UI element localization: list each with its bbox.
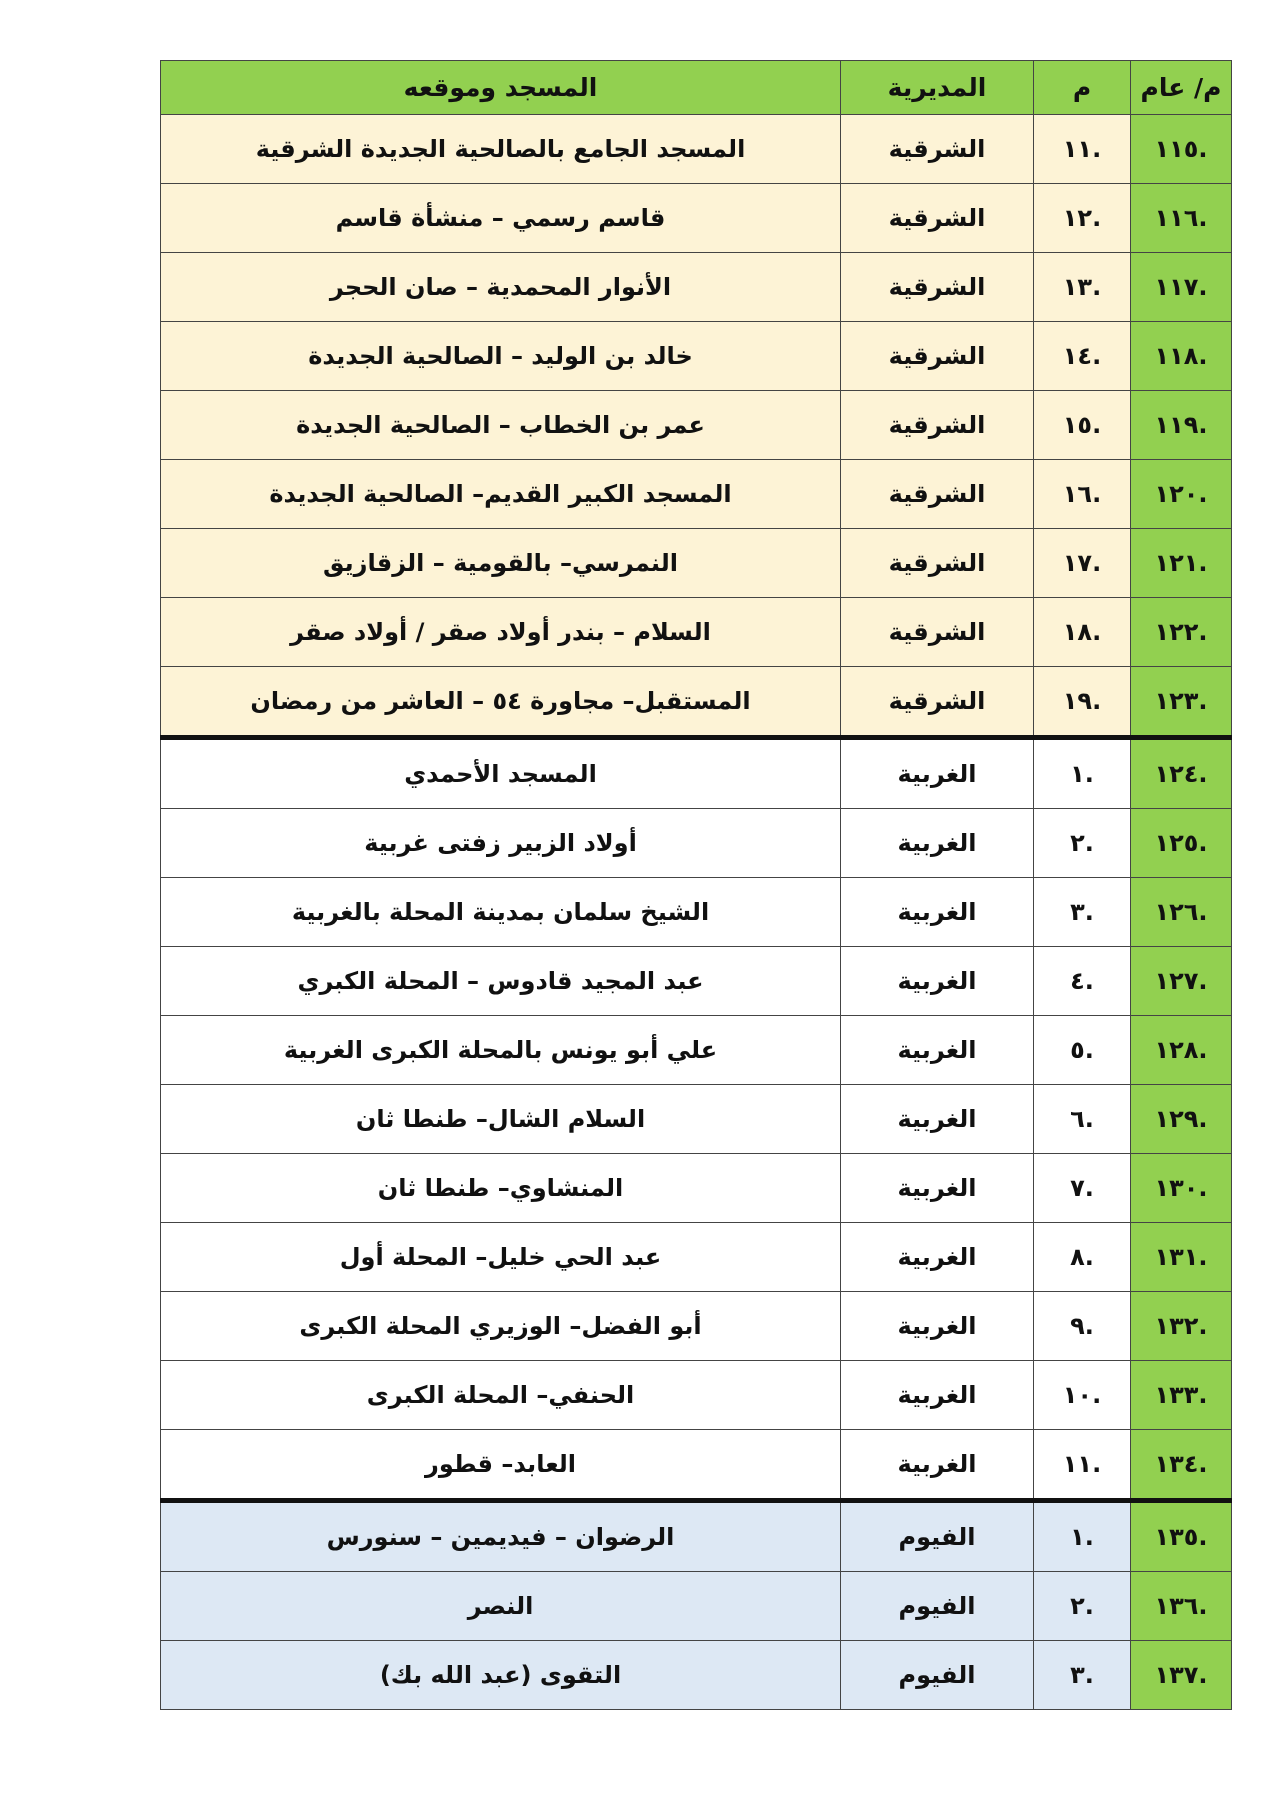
cell-general-number: .١٢٧ — [1131, 947, 1232, 1016]
table-row — [161, 1223, 1232, 1292]
cell-governorate: الشرقية — [841, 322, 1034, 391]
table-row — [161, 184, 1232, 253]
table-body — [161, 115, 1232, 1710]
cell-number: .١٧ — [1034, 529, 1131, 598]
cell-mosque-location: أبو الفضل– الوزيري المحلة الكبرى — [161, 1292, 841, 1361]
table-row — [161, 1361, 1232, 1430]
table-row — [161, 460, 1232, 529]
cell-general-number: .١١٥ — [1131, 115, 1232, 184]
cell-number: .١٢ — [1034, 184, 1131, 253]
cell-general-number: .١٢٩ — [1131, 1085, 1232, 1154]
cell-general-number: .١٣١ — [1131, 1223, 1232, 1292]
cell-mosque-location: المسجد الكبير القديم– الصالحية الجديدة — [161, 460, 841, 529]
table-row — [161, 1085, 1232, 1154]
cell-general-number: .١١٨ — [1131, 322, 1232, 391]
cell-mosque-location: قاسم رسمي – منشأة قاسم — [161, 184, 841, 253]
cell-number: .٧ — [1034, 1154, 1131, 1223]
cell-number: .١٤ — [1034, 322, 1131, 391]
table-row — [161, 1016, 1232, 1085]
cell-mosque-location: الأنوار المحمدية – صان الحجر — [161, 253, 841, 322]
cell-governorate: الغربية — [841, 1292, 1034, 1361]
cell-general-number: .١١٦ — [1131, 184, 1232, 253]
cell-mosque-location: أولاد الزبير زفتى غربية — [161, 809, 841, 878]
cell-mosque-location: السلام الشال– طنطا ثان — [161, 1085, 841, 1154]
cell-governorate: الشرقية — [841, 529, 1034, 598]
cell-general-number: .١٢١ — [1131, 529, 1232, 598]
cell-governorate: الغربية — [841, 809, 1034, 878]
cell-mosque-location: النصر — [161, 1572, 841, 1641]
cell-general-number: .١٢٨ — [1131, 1016, 1232, 1085]
cell-general-number: .١٣٠ — [1131, 1154, 1232, 1223]
cell-mosque-location: المستقبل– مجاورة ٥٤ – العاشر من رمضان — [161, 667, 841, 738]
table-row — [161, 1501, 1232, 1572]
cell-general-number: .١٢٢ — [1131, 598, 1232, 667]
cell-governorate: الشرقية — [841, 598, 1034, 667]
cell-governorate: الغربية — [841, 878, 1034, 947]
cell-general-number: .١٢٣ — [1131, 667, 1232, 738]
cell-general-number: .١٣٥ — [1131, 1501, 1232, 1572]
table-row — [161, 115, 1232, 184]
cell-number: .٦ — [1034, 1085, 1131, 1154]
cell-number: .١٥ — [1034, 391, 1131, 460]
cell-governorate: الشرقية — [841, 391, 1034, 460]
mosques-table — [160, 60, 1232, 1710]
cell-general-number: .١٣٦ — [1131, 1572, 1232, 1641]
cell-governorate: الغربية — [841, 1223, 1034, 1292]
cell-general-number: .١٢٠ — [1131, 460, 1232, 529]
cell-number: .١ — [1034, 738, 1131, 809]
cell-mosque-location: السلام – بندر أولاد صقر / أولاد صقر — [161, 598, 841, 667]
cell-general-number: .١٣٤ — [1131, 1430, 1232, 1501]
cell-mosque-location: الشيخ سلمان بمدينة المحلة بالغربية — [161, 878, 841, 947]
header-governorate: المديرية — [841, 61, 1034, 115]
cell-number: .١٠ — [1034, 1361, 1131, 1430]
table-row — [161, 667, 1232, 738]
cell-governorate: الغربية — [841, 1430, 1034, 1501]
cell-mosque-location: المنشاوي– طنطا ثان — [161, 1154, 841, 1223]
table-row — [161, 1430, 1232, 1501]
cell-mosque-location: المسجد الأحمدي — [161, 738, 841, 809]
cell-governorate: الفيوم — [841, 1501, 1034, 1572]
cell-governorate: الغربية — [841, 1361, 1034, 1430]
cell-governorate: الفيوم — [841, 1641, 1034, 1710]
cell-mosque-location: التقوى (عبد الله بك) — [161, 1641, 841, 1710]
cell-governorate: الشرقية — [841, 115, 1034, 184]
table-row — [161, 947, 1232, 1016]
cell-governorate: الغربية — [841, 1016, 1034, 1085]
table-row — [161, 529, 1232, 598]
table-row — [161, 253, 1232, 322]
cell-number: .٥ — [1034, 1016, 1131, 1085]
cell-mosque-location: العابد– قطور — [161, 1430, 841, 1501]
cell-governorate: الشرقية — [841, 460, 1034, 529]
table-header-row — [161, 61, 1232, 115]
cell-number: .١٣ — [1034, 253, 1131, 322]
table-row — [161, 1292, 1232, 1361]
header-general-number: م/ عام — [1131, 61, 1232, 115]
cell-governorate: الغربية — [841, 738, 1034, 809]
cell-mosque-location: المسجد الجامع بالصالحية الجديدة الشرقية — [161, 115, 841, 184]
header-number: م — [1034, 61, 1131, 115]
cell-number: .١٨ — [1034, 598, 1131, 667]
cell-mosque-location: علي أبو يونس بالمحلة الكبرى الغربية — [161, 1016, 841, 1085]
header-mosque-location: المسجد وموقعه — [161, 61, 841, 115]
mosques-table-container — [160, 60, 1231, 1710]
cell-general-number: .١٢٦ — [1131, 878, 1232, 947]
cell-number: .٣ — [1034, 1641, 1131, 1710]
cell-mosque-location: خالد بن الوليد – الصالحية الجديدة — [161, 322, 841, 391]
cell-mosque-location: عبد الحي خليل– المحلة أول — [161, 1223, 841, 1292]
table-row — [161, 598, 1232, 667]
cell-mosque-location: الحنفي– المحلة الكبرى — [161, 1361, 841, 1430]
cell-mosque-location: عمر بن الخطاب – الصالحية الجديدة — [161, 391, 841, 460]
cell-number: .٢ — [1034, 809, 1131, 878]
cell-general-number: .١١٧ — [1131, 253, 1232, 322]
table-row — [161, 391, 1232, 460]
cell-governorate: الشرقية — [841, 667, 1034, 738]
cell-governorate: الغربية — [841, 1085, 1034, 1154]
table-row — [161, 1572, 1232, 1641]
cell-mosque-location: عبد المجيد قادوس – المحلة الكبري — [161, 947, 841, 1016]
cell-governorate: الشرقية — [841, 184, 1034, 253]
cell-general-number: .١٣٣ — [1131, 1361, 1232, 1430]
cell-number: .١ — [1034, 1501, 1131, 1572]
cell-governorate: الغربية — [841, 947, 1034, 1016]
cell-number: .١٩ — [1034, 667, 1131, 738]
cell-number: .١٦ — [1034, 460, 1131, 529]
cell-general-number: .١٣٧ — [1131, 1641, 1232, 1710]
cell-governorate: الشرقية — [841, 253, 1034, 322]
cell-number: .١١ — [1034, 115, 1131, 184]
cell-general-number: .١٢٤ — [1131, 738, 1232, 809]
table-row — [161, 809, 1232, 878]
cell-governorate: الفيوم — [841, 1572, 1034, 1641]
cell-mosque-location: الرضوان – فيديمين – سنورس — [161, 1501, 841, 1572]
table-row — [161, 878, 1232, 947]
cell-general-number: .١٢٥ — [1131, 809, 1232, 878]
table-row — [161, 738, 1232, 809]
table-row — [161, 1154, 1232, 1223]
table-row — [161, 322, 1232, 391]
cell-governorate: الغربية — [841, 1154, 1034, 1223]
cell-general-number: .١١٩ — [1131, 391, 1232, 460]
cell-number: .٤ — [1034, 947, 1131, 1016]
cell-number: .١١ — [1034, 1430, 1131, 1501]
cell-mosque-location: النمرسي– بالقومية – الزقازيق — [161, 529, 841, 598]
table-row — [161, 1641, 1232, 1710]
cell-number: .٩ — [1034, 1292, 1131, 1361]
cell-number: .٢ — [1034, 1572, 1131, 1641]
cell-general-number: .١٣٢ — [1131, 1292, 1232, 1361]
cell-number: .٨ — [1034, 1223, 1131, 1292]
cell-number: .٣ — [1034, 878, 1131, 947]
